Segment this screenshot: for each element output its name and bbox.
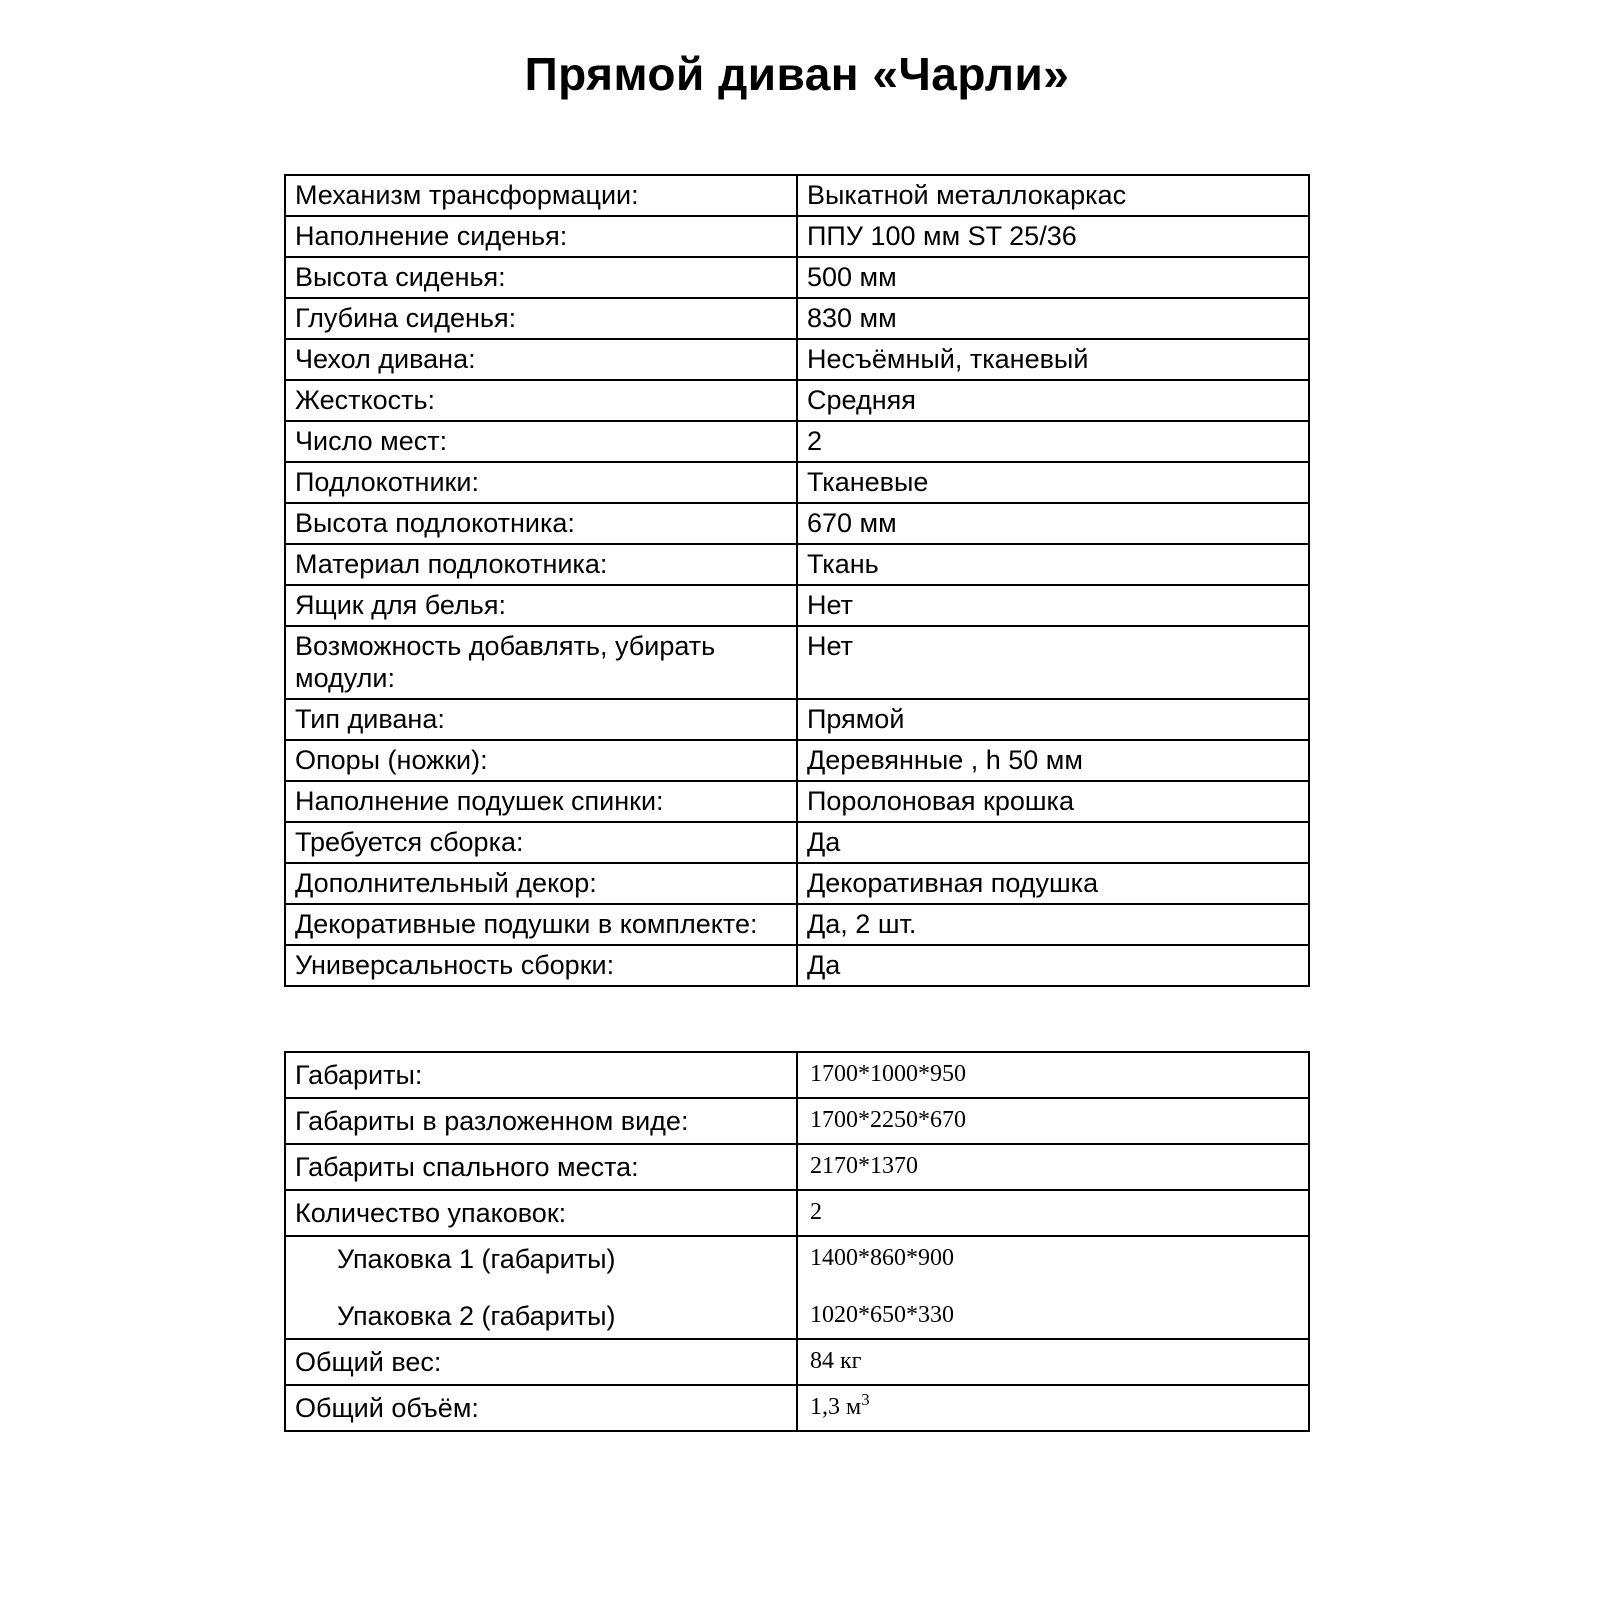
spec-row-value: ППУ 100 мм ST 25/36 [797, 216, 1309, 257]
dimension-row-label: Габариты: [285, 1052, 797, 1098]
spec-row-value: 830 мм [797, 298, 1309, 339]
spec-row-label: Наполнение подушек спинки: [285, 781, 797, 822]
spec-row-label: Наполнение сиденья: [285, 216, 797, 257]
spec-row-label: Подлокотники: [285, 462, 797, 503]
spec-row-value: Деревянные , h 50 мм [797, 740, 1309, 781]
dimension-row [285, 1236, 1309, 1339]
dimension-row-value: 1,3 $м^3$ [797, 1385, 1309, 1431]
spec-row [285, 421, 1309, 462]
dimension-row-value: 2170*1370 [797, 1144, 1309, 1190]
spec-row [285, 503, 1309, 544]
spec-row [285, 863, 1309, 904]
dimension-row-value: 2 [797, 1190, 1309, 1236]
spec-row [285, 822, 1309, 863]
spec-row [285, 904, 1309, 945]
spec-row-label: Число мест: [285, 421, 797, 462]
spec-row-label: Жесткость: [285, 380, 797, 421]
dimension-row [285, 1190, 1309, 1236]
spec-row-label: Ящик для белья: [285, 585, 797, 626]
package-value-line: 1400*860*900 [810, 1245, 954, 1271]
dimension-row-value: 1700*2250*670 [797, 1098, 1309, 1144]
spec-row-label: Чехол дивана: [285, 339, 797, 380]
spec-row [285, 585, 1309, 626]
dimension-row-label: Габариты в разложенном виде: [285, 1098, 797, 1144]
spec-row-label: Высота подлокотника: [285, 503, 797, 544]
spec-row [285, 740, 1309, 781]
dimension-row-value: 84 кг [797, 1339, 1309, 1385]
package-value-line: 1020*650*330 [810, 1302, 954, 1328]
spec-row-value: Тканевые [797, 462, 1309, 503]
spec-row [285, 699, 1309, 740]
dimension-row-label: Общий объём: [285, 1385, 797, 1431]
dimension-row [285, 1144, 1309, 1190]
spec-row-value: Ткань [797, 544, 1309, 585]
spec-row-value: Да [797, 822, 1309, 863]
spec-row-label: Дополнительный декор: [285, 863, 797, 904]
spec-row [285, 781, 1309, 822]
spec-row-value: 670 мм [797, 503, 1309, 544]
spec-row-label: Материал подлокотника: [285, 544, 797, 585]
dimension-row [285, 1339, 1309, 1385]
page-title: Прямой диван «Чарли» [524, 48, 1070, 100]
spec-row [285, 257, 1309, 298]
spec-row [285, 380, 1309, 421]
spec-row-value: Выкатной металлокаркас [797, 175, 1309, 216]
spec-row-label: Глубина сиденья: [285, 298, 797, 339]
dimension-row [285, 1098, 1309, 1144]
spec-row-label: Механизм трансформации: [285, 175, 797, 216]
dimension-row-label: Количество упаковок: [285, 1190, 797, 1236]
dimensions-table [284, 1051, 1310, 1432]
spec-row [285, 298, 1309, 339]
document-content [284, 0, 1310, 1432]
dimension-row-value: 1700*1000*950 [797, 1052, 1309, 1098]
spec-row-value: Нет [797, 626, 1309, 699]
dimension-row [285, 1052, 1309, 1098]
dimension-row-label [285, 1236, 797, 1339]
specs-table [284, 174, 1310, 987]
superscript: 3 [861, 1390, 870, 1409]
spec-row [285, 462, 1309, 503]
spec-row-value: Поролоновая крошка [797, 781, 1309, 822]
spec-row-value: Декоративная подушка [797, 863, 1309, 904]
spec-row [285, 945, 1309, 986]
spec-row [285, 626, 1309, 699]
spec-row-value: Да [797, 945, 1309, 986]
dimension-row-label: Общий вес: [285, 1339, 797, 1385]
spec-row-label: Возможность добавлять, убирать модули: [285, 626, 797, 699]
spec-row-label: Тип дивана: [285, 699, 797, 740]
spec-row-value: Да, 2 шт. [797, 904, 1309, 945]
spec-row-value: Нет [797, 585, 1309, 626]
spec-row-value: Прямой [797, 699, 1309, 740]
spec-row [285, 216, 1309, 257]
dimension-row [285, 1385, 1309, 1431]
dimension-row-value [797, 1236, 1309, 1339]
spec-row-label: Опоры (ножки): [285, 740, 797, 781]
spec-row-label: Требуется сборка: [285, 822, 797, 863]
package-label-line: Упаковка 1 (габариты) [337, 1244, 616, 1274]
spec-row-value: Средняя [797, 380, 1309, 421]
spec-row-value: 500 мм [797, 257, 1309, 298]
spec-row-label: Универсальность сборки: [285, 945, 797, 986]
dimensions-table-body [285, 1052, 1309, 1431]
spec-row [285, 339, 1309, 380]
spec-row [285, 544, 1309, 585]
spec-row [285, 175, 1309, 216]
spec-row-label: Декоративные подушки в комплекте: [285, 904, 797, 945]
package-label-line: Упаковка 2 (габариты) [337, 1301, 616, 1331]
spec-row-value: Несъёмный, тканевый [797, 339, 1309, 380]
spec-row-value: 2 [797, 421, 1309, 462]
dimension-row-label: Габариты спального места: [285, 1144, 797, 1190]
specs-table-body [285, 175, 1309, 986]
spec-row-label: Высота сиденья: [285, 257, 797, 298]
